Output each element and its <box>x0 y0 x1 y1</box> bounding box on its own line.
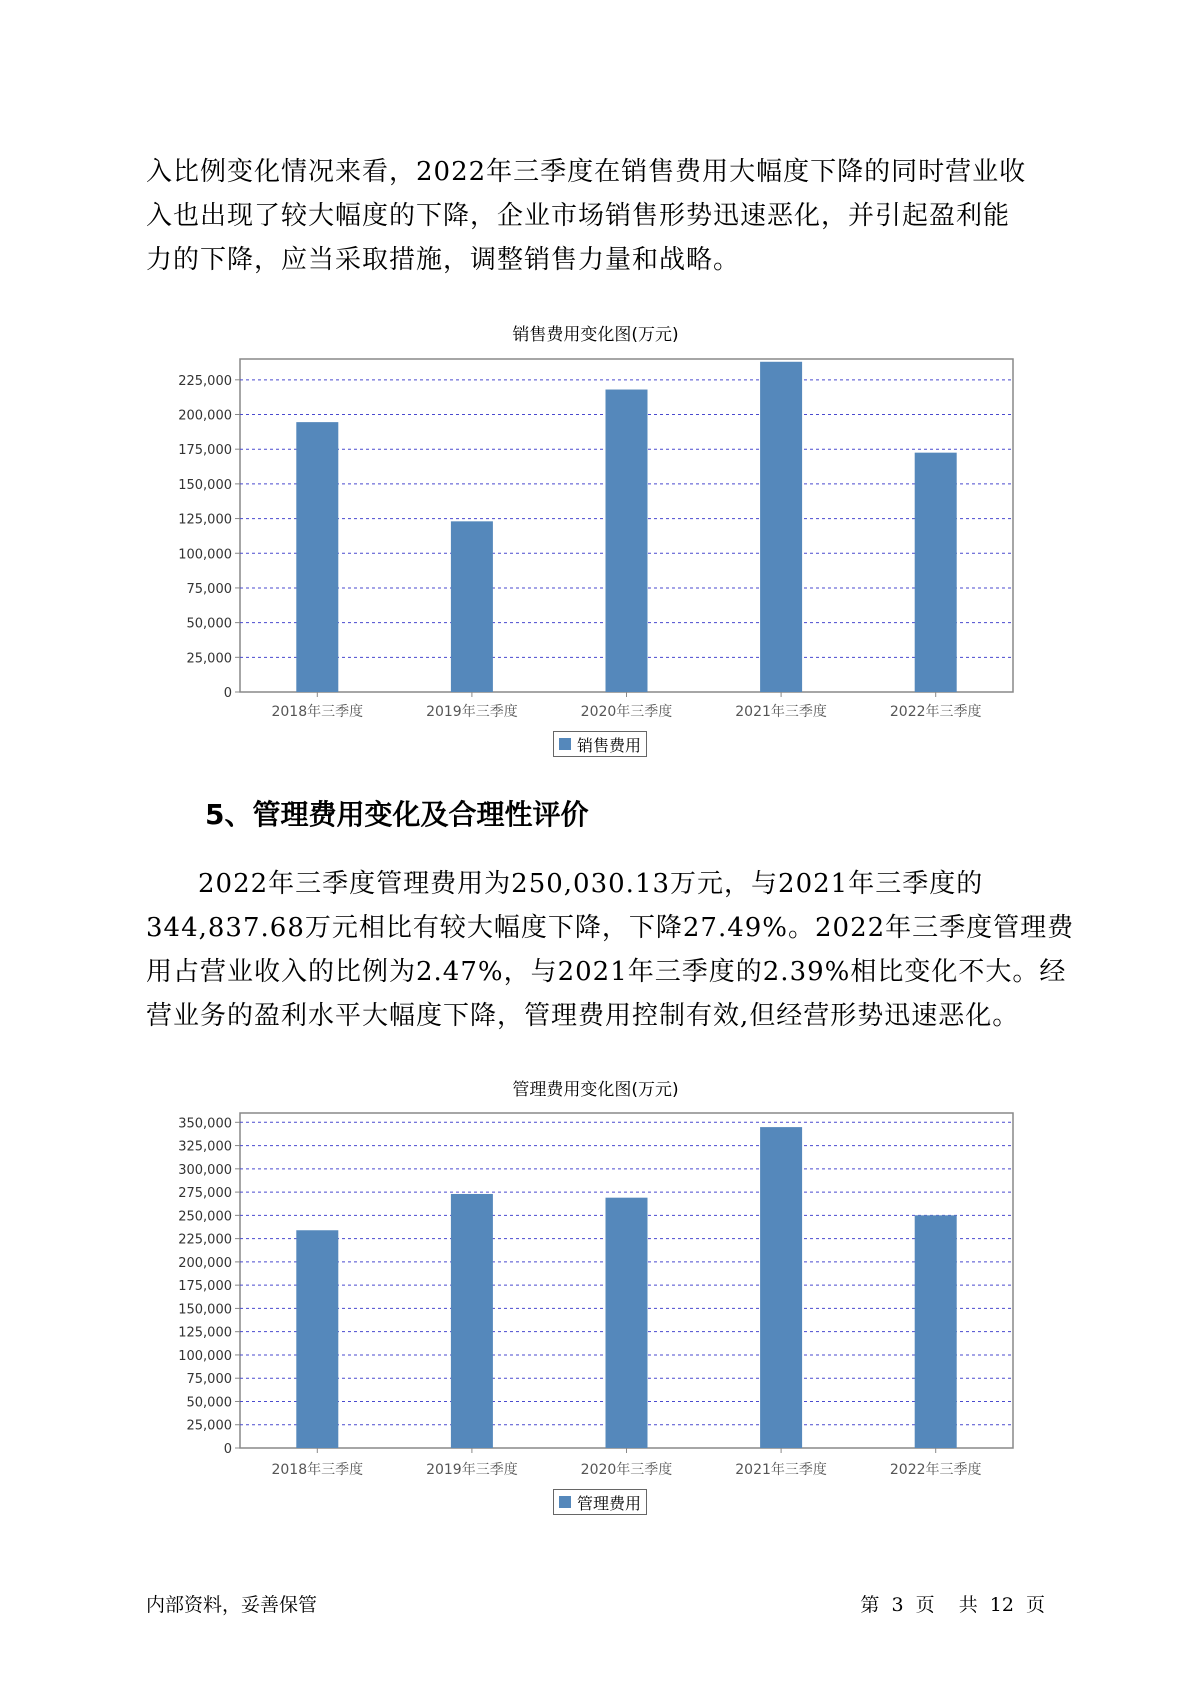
bar-4 <box>760 1127 802 1448</box>
y-tick-label: 100,000 <box>178 1348 232 1364</box>
y-tick-label: 200,000 <box>178 1255 232 1271</box>
x-tick-label: 2018年三季度 <box>271 704 364 720</box>
page-unit: 页 <box>915 1594 935 1616</box>
plot-area <box>240 1113 1013 1448</box>
x-tick-label: 2020年三季度 <box>580 704 673 720</box>
plot-area <box>240 359 1013 692</box>
y-tick-label: 75,000 <box>186 581 232 597</box>
y-tick-label: 250,000 <box>178 1209 232 1225</box>
legend-label: 管理费用 <box>577 1493 642 1513</box>
bar-5 <box>915 1215 957 1448</box>
y-tick-label: 50,000 <box>186 1395 232 1411</box>
bar-2 <box>451 1194 493 1448</box>
legend-label: 销售费用 <box>577 735 642 755</box>
page-number: 3 <box>891 1594 904 1616</box>
bar-4 <box>760 362 802 692</box>
total-label: 共 <box>958 1594 978 1616</box>
x-tick-label: 2022年三季度 <box>889 1462 982 1478</box>
y-tick-label: 225,000 <box>178 1232 232 1248</box>
y-tick-label: 175,000 <box>178 1279 232 1295</box>
y-tick-label: 50,000 <box>186 616 232 632</box>
bar-2 <box>451 521 493 692</box>
y-tick-label: 150,000 <box>178 477 232 493</box>
paragraph-sales-expense-summary <box>146 150 1046 282</box>
x-tick-label: 2019年三季度 <box>426 1462 518 1478</box>
y-tick-label: 150,000 <box>178 1302 232 1318</box>
paragraph-line: 力的下降，应当采取措施，调整销售力量和战略。 <box>146 245 741 275</box>
bar-3 <box>606 1198 648 1448</box>
paragraph-line: 2022年三季度管理费用为250,030.13万元，与2021年三季度的 <box>198 869 984 899</box>
y-tick-label: 125,000 <box>178 1325 232 1341</box>
chart-title-sales-expense: 销售费用变化图(万元) <box>512 325 679 345</box>
bar-1 <box>296 1230 338 1448</box>
y-tick-label: 0 <box>223 1442 232 1457</box>
y-tick-label: 0 <box>223 686 232 701</box>
paragraph-line: 入也出现了较大幅度的下降，企业市场销售形势迅速恶化，并引起盈利能 <box>146 201 1011 231</box>
chart-legend-admin-expense <box>553 1489 647 1515</box>
legend-swatch <box>559 1496 571 1508</box>
y-tick-label: 175,000 <box>178 443 232 459</box>
page-label: 第 <box>860 1594 880 1616</box>
bar-3 <box>606 390 648 692</box>
footer-page-indicator <box>854 1590 1045 1617</box>
y-tick-label: 325,000 <box>178 1139 232 1155</box>
y-tick-label: 75,000 <box>186 1372 232 1388</box>
y-tick-label: 100,000 <box>178 547 232 563</box>
total-number: 12 <box>989 1594 1014 1616</box>
y-tick-label: 350,000 <box>178 1116 232 1132</box>
y-tick-label: 300,000 <box>178 1162 232 1178</box>
y-tick-label: 125,000 <box>178 512 232 528</box>
bar-1 <box>296 422 338 692</box>
total-unit: 页 <box>1025 1594 1045 1616</box>
legend-swatch <box>559 738 571 750</box>
x-tick-label: 2021年三季度 <box>735 1462 827 1478</box>
paragraph-line: 营业务的盈利水平大幅度下降，管理费用控制有效,但经营形势迅速恶化。 <box>146 1001 1020 1031</box>
paragraph-line: 344,837.68万元相比有较大幅度下降，下降27.49%。2022年三季度管理费 <box>146 913 1075 943</box>
x-tick-label: 2018年三季度 <box>271 1462 364 1478</box>
x-tick-label: 2020年三季度 <box>580 1462 673 1478</box>
x-tick-label: 2019年三季度 <box>426 704 518 720</box>
y-tick-label: 25,000 <box>186 651 232 667</box>
y-tick-label: 275,000 <box>178 1186 232 1202</box>
chart-legend-sales-expense <box>553 731 647 757</box>
section-heading: 5、管理费用变化及合理性评价 <box>205 798 589 831</box>
chart-title-admin-expense: 管理费用变化图(万元) <box>512 1080 679 1100</box>
y-tick-label: 25,000 <box>186 1418 232 1434</box>
paragraph-line: 用占营业收入的比例为2.47%，与2021年三季度的2.39%相比变化不大。经 <box>146 957 1067 987</box>
y-tick-label: 225,000 <box>178 373 232 389</box>
x-tick-label: 2021年三季度 <box>735 704 827 720</box>
bar-5 <box>915 453 957 692</box>
paragraph-admin-expense-summary <box>146 862 1075 1038</box>
y-tick-label: 200,000 <box>178 408 232 424</box>
footer-confidential-note: 内部资料，妥善保管 <box>146 1594 318 1616</box>
x-tick-label: 2022年三季度 <box>889 704 982 720</box>
paragraph-line: 入比例变化情况来看，2022年三季度在销售费用大幅度下降的同时营业收 <box>146 157 1027 187</box>
